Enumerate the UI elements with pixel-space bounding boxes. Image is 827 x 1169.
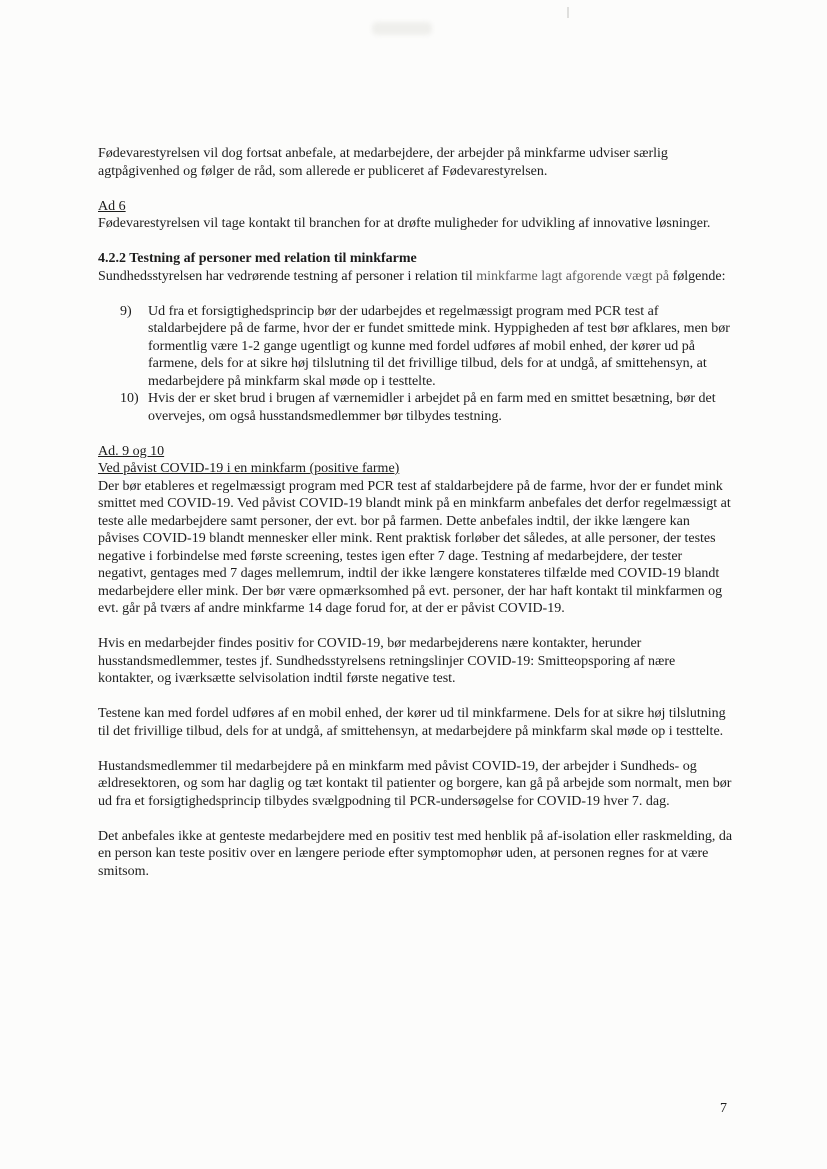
section-intro-text: Sundhedsstyrelsen har vedrørende testning af personer i relation til xyxy=(98,268,477,284)
list-item-10 xyxy=(98,390,734,425)
ad6-paragraph: Fødevarestyrelsen vil tage kontakt til branchen for at drøfte muligheder for udvikling af innovative løsninger. xyxy=(98,216,711,231)
section-intro-faded-text: minkfarme lagt afgorende vægt på xyxy=(476,268,670,284)
ad6-heading: Ad 6 xyxy=(98,198,126,214)
page-number: 7 xyxy=(720,1101,727,1116)
paragraph-positive-farm: Der bør etableres et regelmæssigt program med PCR test af staldarbejdere på de farme, hvor der er fundet mink smittet med COVID-19. Ved påvist COVID-19 blandt mink på en minkfarm anbefales det derfor regelmæssigt at teste alle medarbejdere samt personer, der evt. bor på farmen. Dette anbefales indtil, der ikke længere kan påvises COVID-19 blandt mennesker eller mink. Rent praktisk forløber det således, at alle personer, der testes negative i forbindelse med første screening, testes igen efter 7 dage. Testning af medarbejdere, der tester negativt, gentages med 7 dages mellemrum, indtil der ikke længere konstateres tilfælde med COVID-19 blandt medarbejdere eller mink. Der bør være opmærksomhed på evt. personer, der har haft kontakt til minkfarmen og evt. går på tværs af andre minkfarme 14 dage forud for, at der er påvist COVID-19. xyxy=(98,478,731,616)
paragraph-genteste: Det anbefales ikke at genteste medarbejdere med en positiv test med henblik på af-isolation eller raskmelding, da en person kan teste positiv over en længere periode efter symptomophør uden, at personen regnes for at være smitsom. xyxy=(98,828,733,879)
paragraph-fvst-anbefale: Fødevarestyrelsen vil dog fortsat anbefale, at medarbejdere, der arbejder på minkfarme udviser særlig agtpågivenhed og følger de råd, som allerede er publiceret af Fødevarestyrelsen. xyxy=(98,146,668,179)
numbered-list xyxy=(98,303,734,426)
scan-artifact xyxy=(567,7,569,18)
list-item-text: Ud fra et forsigtighedsprincip bør der udarbejdes et regelmæssigt program med PCR test af staldarbejdere på de farme, hvor der er fundet smittede mink. Hyppigheden af test bør afklares, men bør formentlig være 1-2 gange ugentligt og kunne med fordel udføres af mobil enhed, der kører ud på farmene, dels for at sikre høj tilslutning til det frivillige tilbud, dels for at undgå, af smittehensyn, at medarbejdere på minkfarm skal møde op i testtelte. xyxy=(148,303,730,389)
list-item-number: 10) xyxy=(120,391,139,406)
list-item-9 xyxy=(98,303,734,391)
paragraph-positiv-medarbejder: Hvis en medarbejder findes positiv for COVID-19, bør medarbejderens nære kontakter, herunder husstandsmedlemmer, testes jf. Sundhedsstyrelsens retningslinjer COVID-19: Smitteopsporing af nære kontakter, og iværksætte selvisolation indtil første negative test. xyxy=(98,636,676,686)
paragraph-hustandsmedlemmer: Hustandsmedlemmer til medarbejdere på en minkfarm med påvist COVID-19, der arbejder i Sundheds- og ældresektoren, og som har daglig og tæt kontakt til patienter og borgere, kan gå på arbejde som normalt, men bør ud fra et forsigtighedsprincip tilbydes svælgpodning til PCR-undersøgelse for COVID-19 hver 7. dag. xyxy=(98,758,732,809)
ad9-10-heading: Ad. 9 og 10 xyxy=(98,443,165,459)
scan-artifact xyxy=(372,22,432,35)
list-item-text: Hvis der er sket brud i brugen af værnemidler i arbejdet på en farm med en smittet besætning, bør det overvejes, om også husstandsmedlemmer bør tilbydes testning. xyxy=(148,391,716,424)
positive-farm-subheading: Ved påvist COVID-19 i en minkfarm (positive farme) xyxy=(98,461,400,476)
section-intro-text-end: følgende: xyxy=(669,268,726,284)
section-heading-4-2-2: 4.2.2 Testning af personer med relation til minkfarme xyxy=(98,251,417,266)
list-item-number: 9) xyxy=(120,303,132,319)
document-body xyxy=(98,145,734,898)
section-intro-paragraph xyxy=(98,268,734,286)
paragraph-mobil-enhed: Testene kan med fordel udføres af en mobil enhed, der kører ud til minkfarmene. Dels for at sikre høj tilslutning til det frivillige tilbud, dels for at undgå, af smittehensyn, at medarbejdere på minkfarm skal møde op i testtelte. xyxy=(98,706,726,739)
